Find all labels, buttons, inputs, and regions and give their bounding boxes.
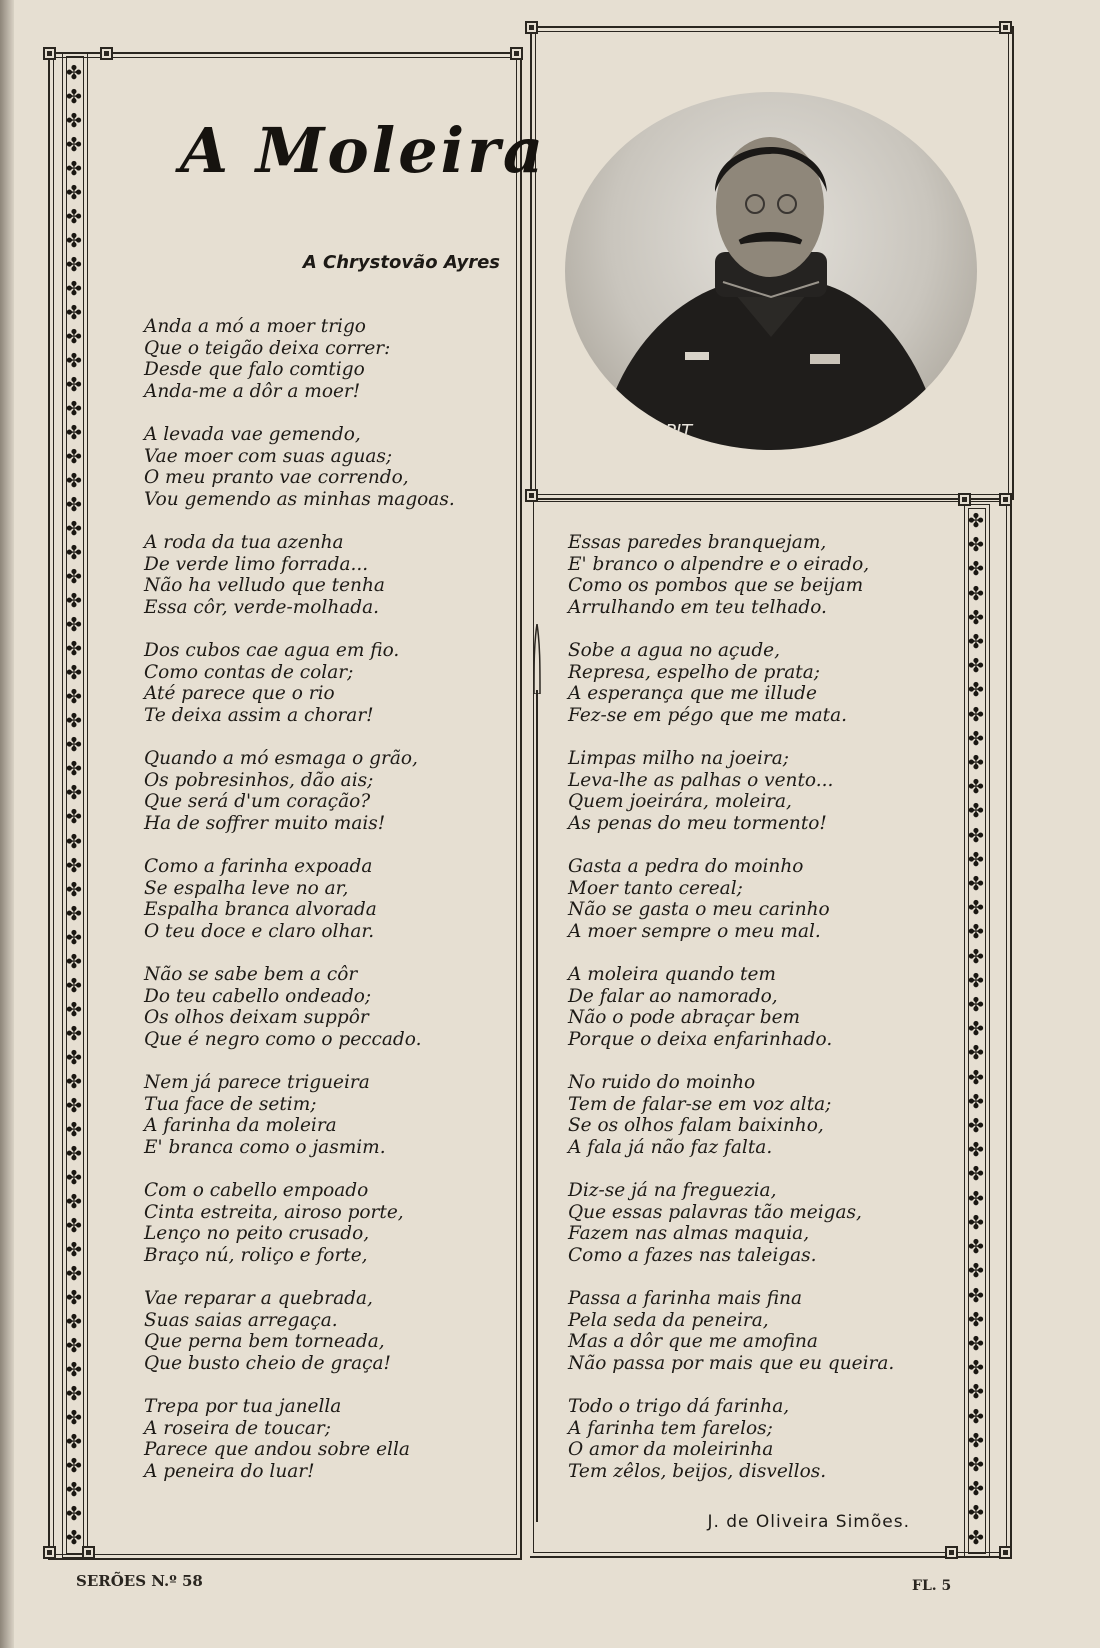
clover-icon: ✤	[66, 1118, 82, 1141]
poem-line: A roda da tua azenha	[144, 532, 344, 553]
poem-line: Dos cubos cae agua em fio.	[144, 640, 400, 661]
corner-ornament	[999, 1546, 1012, 1559]
poem-stanza	[144, 964, 504, 1050]
clover-icon: ✤	[66, 806, 82, 829]
poem-stanza	[144, 316, 504, 402]
clover-icon: ✤	[968, 1066, 984, 1089]
poem-line: A peneira do luar!	[144, 1460, 315, 1482]
poem-line: Trepa por tua janella	[144, 1396, 342, 1417]
clover-icon: ✤	[968, 994, 984, 1017]
clover-icon: ✤	[66, 422, 82, 445]
clover-icon: ✤	[968, 1478, 984, 1501]
poem-line: Os pobresinhos, dão ais;	[144, 769, 374, 791]
footer-page: FL. 5	[912, 1578, 952, 1594]
poem-left-column	[144, 316, 504, 1482]
clover-icon: ✤	[66, 1262, 82, 1285]
corner-ornament	[999, 493, 1012, 506]
svg-text:PIT: PIT	[665, 421, 693, 442]
clover-icon: ✤	[66, 1430, 82, 1453]
clover-icon: ✤	[968, 1381, 984, 1404]
poem-line: A moer sempre o meu mal.	[568, 920, 821, 942]
poem-stanza	[568, 856, 948, 942]
clover-icon: ✤	[66, 662, 82, 685]
poem-line: Espalha branca alvorada	[144, 899, 377, 920]
clover-icon: ✤	[968, 655, 984, 678]
poem-right-column	[568, 532, 948, 1482]
clover-icon: ✤	[968, 1357, 984, 1380]
poem-stanza	[144, 640, 504, 726]
clover-icon: ✤	[66, 350, 82, 373]
clover-icon: ✤	[66, 374, 82, 397]
poem-stanza	[144, 1180, 504, 1266]
poem-stanza	[144, 1396, 504, 1482]
poem-line: Que essas palavras tão meigas,	[568, 1201, 862, 1223]
clover-icon: ✤	[66, 1502, 82, 1525]
author-signature: J. de Oliveira Simões.	[707, 1512, 910, 1532]
clover-icon: ✤	[968, 1260, 984, 1283]
clover-icon: ✤	[66, 278, 82, 301]
poem-line: Que busto cheio de graça!	[144, 1352, 391, 1374]
clover-icon: ✤	[968, 1018, 984, 1041]
corner-ornament	[100, 47, 113, 60]
clover-icon: ✤	[968, 679, 984, 702]
clover-icon: ✤	[968, 800, 984, 823]
clover-icon: ✤	[66, 326, 82, 349]
clover-icon: ✤	[66, 206, 82, 229]
clover-icon: ✤	[66, 182, 82, 205]
clover-icon: ✤	[66, 1334, 82, 1357]
poem-line: Fez-se em pégo que me mata.	[568, 704, 847, 726]
clover-icon: ✤	[968, 558, 984, 581]
poem-line: Que o teigão deixa correr:	[144, 337, 391, 359]
clover-icon: ✤	[66, 782, 82, 805]
clover-icon: ✤	[66, 590, 82, 613]
poem-line: Moer tanto cereal;	[568, 877, 743, 899]
clover-icon: ✤	[66, 158, 82, 181]
poem-line: No ruido do moinho	[568, 1072, 756, 1093]
poem-line: Não passa por mais que eu queira.	[568, 1352, 895, 1374]
poem-line: Passa a farinha mais fina	[568, 1288, 802, 1309]
clover-icon: ✤	[66, 1022, 82, 1045]
poem-stanza	[568, 964, 948, 1050]
clover-icon: ✤	[968, 752, 984, 775]
clover-icon: ✤	[968, 873, 984, 896]
poem-line: Pela seda da peneira,	[568, 1309, 769, 1331]
clover-icon: ✤	[968, 1211, 984, 1234]
poem-line: Se os olhos falam baixinho,	[568, 1115, 824, 1136]
clover-icon: ✤	[968, 606, 984, 629]
corner-ornament	[999, 21, 1012, 34]
clover-icon: ✤	[66, 1046, 82, 1069]
poem-line: Como a fazes nas taleigas.	[568, 1244, 817, 1266]
clover-icon: ✤	[66, 494, 82, 517]
poem-line: Arrulhando em teu telhado.	[568, 596, 827, 618]
poem-line: Com o cabello empoado	[144, 1180, 369, 1201]
clover-icon: ✤	[66, 638, 82, 661]
poem-stanza	[568, 1072, 948, 1158]
poem-line: Desde que falo comtigo	[144, 359, 365, 380]
poem-line: Até parece que o rio	[144, 683, 335, 704]
clover-icon: ✤	[66, 1166, 82, 1189]
poem-stanza	[144, 532, 504, 618]
poem-stanza	[568, 1180, 948, 1266]
corner-ornament	[525, 21, 538, 34]
clover-icon: ✤	[968, 848, 984, 871]
poem-stanza	[568, 532, 948, 618]
left-clover-column	[64, 64, 84, 1548]
poem-line: Que será d'um coração?	[144, 791, 371, 812]
clover-icon: ✤	[66, 1094, 82, 1117]
clover-icon: ✤	[66, 998, 82, 1021]
clover-icon: ✤	[968, 1429, 984, 1452]
poem-stanza	[568, 640, 948, 726]
poem-stanza	[144, 856, 504, 942]
clover-icon: ✤	[968, 703, 984, 726]
poem-line: O meu pranto vae correndo,	[144, 467, 409, 488]
clover-icon: ✤	[968, 1090, 984, 1113]
clover-icon: ✤	[66, 1238, 82, 1261]
poem-line: Como contas de colar;	[144, 661, 354, 683]
poem-line: Sobe a agua no açude,	[568, 640, 781, 661]
poem-line: Parece que andou sobre ella	[144, 1439, 410, 1460]
poem-line: Porque o deixa enfarinhado.	[568, 1028, 833, 1050]
clover-icon: ✤	[66, 1310, 82, 1333]
clover-icon: ✤	[968, 1139, 984, 1162]
poem-line: Represa, espelho de prata;	[568, 661, 820, 683]
clover-icon: ✤	[66, 398, 82, 421]
poem-line: Vae moer com suas aguas;	[144, 445, 393, 467]
poem-line: E' branca como o jasmim.	[144, 1136, 386, 1158]
poem-stanza	[144, 1072, 504, 1158]
poem-line: Todo o trigo dá farinha,	[568, 1396, 790, 1417]
poem-line: Se espalha leve no ar,	[144, 877, 349, 899]
clover-icon: ✤	[968, 776, 984, 799]
poem-line: A roseira de toucar;	[144, 1417, 331, 1439]
clover-icon: ✤	[66, 1142, 82, 1165]
clover-icon: ✤	[66, 686, 82, 709]
poem-line: Diz-se já na freguezia,	[568, 1180, 777, 1201]
clover-icon: ✤	[66, 854, 82, 877]
clover-icon: ✤	[968, 1526, 984, 1549]
poem-line: Cinta estreita, airoso porte,	[144, 1201, 404, 1223]
clover-icon: ✤	[66, 86, 82, 109]
page-edge-shadow	[0, 0, 14, 1648]
clover-icon: ✤	[66, 878, 82, 901]
clover-icon: ✤	[66, 1358, 82, 1381]
clover-icon: ✤	[66, 950, 82, 973]
poem-stanza	[144, 424, 504, 510]
poem-line: Leva-lhe as palhas o vento...	[568, 769, 834, 791]
clover-icon: ✤	[66, 302, 82, 325]
poem-line: A moleira quando tem	[568, 964, 776, 985]
corner-ornament	[43, 47, 56, 60]
corner-ornament	[525, 489, 538, 502]
poem-line: A levada vae gemendo,	[144, 424, 361, 445]
poem-line: Essas paredes branquejam,	[568, 532, 827, 553]
clover-icon: ✤	[968, 1308, 984, 1331]
column-divider	[536, 690, 538, 1522]
clover-icon: ✤	[968, 969, 984, 992]
clover-icon: ✤	[968, 1284, 984, 1307]
clover-icon: ✤	[66, 974, 82, 997]
clover-icon: ✤	[66, 1406, 82, 1429]
corner-ornament	[945, 1546, 958, 1559]
poem-stanza	[144, 748, 504, 834]
clover-icon: ✤	[66, 758, 82, 781]
clover-icon: ✤	[66, 614, 82, 637]
poem-line: Gasta a pedra do moinho	[568, 856, 804, 877]
poem-line: Limpas milho na joeira;	[568, 748, 789, 769]
clover-icon: ✤	[66, 566, 82, 589]
corner-ornament	[82, 1546, 95, 1559]
poem-stanza	[144, 1288, 504, 1374]
poem-line: Vou gemendo as minhas magoas.	[144, 488, 455, 510]
poem-line: Quando a mó esmaga o grão,	[144, 748, 418, 769]
clover-icon: ✤	[66, 1214, 82, 1237]
poem-line: Que perna bem torneada,	[144, 1331, 385, 1352]
poem-line: Não o pode abraçar bem	[568, 1007, 801, 1028]
clover-icon: ✤	[968, 1332, 984, 1355]
poem-line: Anda a mó a moer trigo	[144, 316, 366, 337]
corner-ornament	[958, 493, 971, 506]
poem-line: Braço nú, roliço e forte,	[144, 1244, 368, 1266]
clover-icon: ✤	[66, 1526, 82, 1549]
clover-icon: ✤	[968, 631, 984, 654]
clover-icon: ✤	[66, 926, 82, 949]
poem-stanza	[568, 1288, 948, 1374]
divider-ornament	[532, 624, 542, 694]
clover-icon: ✤	[968, 1042, 984, 1065]
corner-ornament	[43, 1546, 56, 1559]
clover-icon: ✤	[66, 902, 82, 925]
clover-icon: ✤	[66, 830, 82, 853]
clover-icon: ✤	[66, 446, 82, 469]
poem-line: Ha de soffrer muito mais!	[144, 812, 386, 834]
poem-line: A fala já não faz falta.	[568, 1136, 773, 1158]
clover-icon: ✤	[968, 1502, 984, 1525]
poem-line: A farinha da moleira	[144, 1115, 337, 1136]
clover-icon: ✤	[66, 254, 82, 277]
poem-title: A Moleira	[180, 114, 547, 187]
poem-line: O teu doce e claro olhar.	[144, 920, 375, 942]
poem-line: De verde limo forrada...	[144, 553, 369, 575]
clover-icon: ✤	[968, 510, 984, 532]
clover-icon: ✤	[66, 134, 82, 157]
clover-icon: ✤	[968, 921, 984, 944]
clover-icon: ✤	[968, 1405, 984, 1428]
poem-stanza	[568, 748, 948, 834]
clover-icon: ✤	[66, 470, 82, 493]
clover-icon: ✤	[66, 1286, 82, 1309]
clover-icon: ✤	[66, 518, 82, 541]
clover-icon: ✤	[968, 945, 984, 968]
poem-line: Como os pombos que se beijam	[568, 575, 864, 596]
right-clover-column	[966, 512, 986, 1548]
poem-line: De falar ao namorado,	[568, 985, 778, 1007]
clover-icon: ✤	[66, 542, 82, 565]
poem-line: Essa côr, verde-molhada.	[144, 596, 380, 618]
clover-icon: ✤	[66, 62, 82, 84]
clover-icon: ✤	[968, 824, 984, 847]
clover-icon: ✤	[66, 1190, 82, 1213]
poem-line: Tua face de setim;	[144, 1093, 317, 1115]
poem-line: Lenço no peito crusado,	[144, 1223, 370, 1244]
poem-line: Fazem nas almas maquia,	[568, 1223, 810, 1244]
clover-icon: ✤	[968, 1453, 984, 1476]
clover-icon: ✤	[968, 534, 984, 557]
poem-line: Como a farinha expoada	[144, 856, 373, 877]
poem-line: Os olhos deixam suppôr	[144, 1007, 369, 1028]
poem-line: Tem de falar-se em voz alta;	[568, 1093, 832, 1115]
poem-line: Vae reparar a quebrada,	[144, 1288, 373, 1309]
poem-line: Te deixa assim a chorar!	[144, 704, 374, 726]
poem-line: Suas saias arregaça.	[144, 1309, 338, 1331]
poem-line: Anda-me a dôr a moer!	[144, 380, 361, 402]
clover-icon: ✤	[66, 1454, 82, 1477]
author-portrait-photo	[565, 92, 977, 450]
poem-line: Não ha velludo que tenha	[144, 575, 385, 596]
poem-stanza	[568, 1396, 948, 1482]
poem-line: Tem zêlos, beijos, disvellos.	[568, 1460, 827, 1482]
clover-icon: ✤	[968, 727, 984, 750]
poem-line: Do teu cabello ondeado;	[144, 985, 372, 1007]
clover-icon: ✤	[66, 1478, 82, 1501]
poem-line: A farinha tem farelos;	[568, 1417, 773, 1439]
clover-icon: ✤	[968, 1236, 984, 1259]
clover-icon: ✤	[66, 230, 82, 253]
poem-line: Que é negro como o peccado.	[144, 1028, 422, 1050]
clover-icon: ✤	[66, 1070, 82, 1093]
clover-icon: ✤	[66, 734, 82, 757]
poem-line: As penas do meu tormento!	[568, 812, 827, 834]
clover-icon: ✤	[968, 1163, 984, 1186]
poem-line: Não se gasta o meu carinho	[568, 899, 830, 920]
footer-issue: SERÕES N.º 58	[76, 1572, 203, 1590]
poem-line: E' branco o alpendre e o eirado,	[568, 553, 870, 575]
poem-line: O amor da moleirinha	[568, 1439, 774, 1460]
poem-line: Quem joeirára, moleira,	[568, 791, 792, 812]
clover-icon: ✤	[968, 1115, 984, 1138]
poem-line: Nem já parece trigueira	[144, 1072, 370, 1093]
poem-line: A esperança que me illude	[568, 683, 817, 704]
poem-line: Mas a dôr que me amofina	[568, 1331, 818, 1352]
portrait-illustration	[565, 92, 977, 450]
clover-icon: ✤	[66, 710, 82, 733]
poem-line: Não se sabe bem a côr	[144, 964, 358, 985]
clover-icon: ✤	[66, 110, 82, 133]
clover-icon: ✤	[66, 1382, 82, 1405]
corner-ornament	[510, 47, 523, 60]
clover-icon: ✤	[968, 582, 984, 605]
dedication: A Chrystovão Ayres	[302, 252, 500, 273]
clover-icon: ✤	[968, 897, 984, 920]
clover-icon: ✤	[968, 1187, 984, 1210]
